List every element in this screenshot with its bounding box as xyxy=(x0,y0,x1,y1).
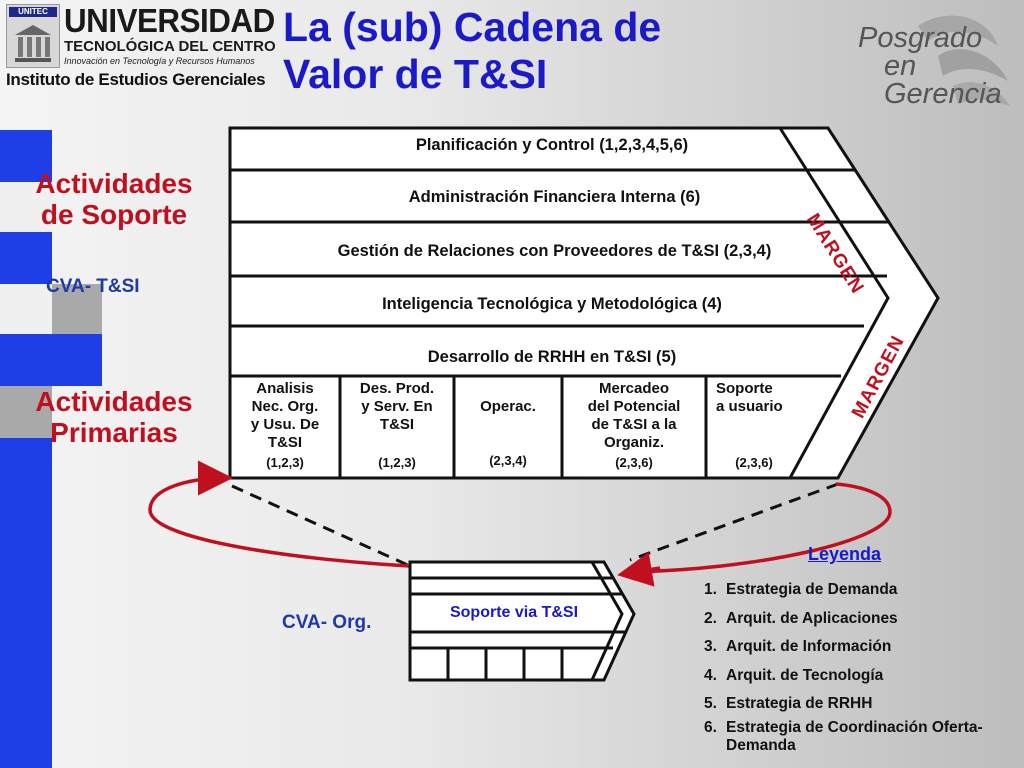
primary-activity-text: de T&SI a la xyxy=(591,416,677,433)
legend-item-text: Arquit. de Aplicaciones xyxy=(726,609,898,627)
support-label-line-2: de Soporte xyxy=(40,199,188,230)
support-via-tsi-label: Soporte via T&SI xyxy=(449,604,579,621)
legend-item-number: 5. xyxy=(704,695,717,712)
primary-activity-text: T&SI xyxy=(379,416,415,433)
margin-label-upper: MARGEN xyxy=(802,210,868,298)
red-arrow-left xyxy=(150,478,410,566)
primary-activity-5-refs: (2,3,6) xyxy=(735,455,773,470)
legend-item-number: 2. xyxy=(704,609,717,627)
primary-activity-text: Operac. xyxy=(480,398,536,415)
support-label-line-1: Actividades xyxy=(35,168,193,199)
university-tagline: Innovación en Tecnología y Recursos Humanos xyxy=(64,56,255,66)
posgrado-line-1: Posgrado xyxy=(858,22,983,54)
primary-activity-3-refs: (2,3,4) xyxy=(489,453,527,468)
legend-item-text: Estrategia de Coordinación Oferta- Demanda xyxy=(726,718,983,754)
legend-item xyxy=(704,662,996,691)
legend-item-number: 4. xyxy=(704,666,717,684)
legend-item-text: Estrategia de RRHH xyxy=(726,695,873,712)
legend-item xyxy=(704,719,996,755)
primary-activity-1-refs: (1,2,3) xyxy=(266,455,304,470)
primary-activity-2 xyxy=(340,380,454,434)
primary-activity-4 xyxy=(562,380,706,452)
primary-activity-4-refs: (2,3,6) xyxy=(615,455,653,470)
primary-activity-text: y Usu. De xyxy=(250,416,320,433)
legend-item-number: 1. xyxy=(704,581,717,598)
primary-activity-text: a usuario xyxy=(716,398,783,415)
primary-activity-text: Des. Prod. xyxy=(359,380,435,397)
posgrado-line-2: en Gerencia xyxy=(884,50,1002,110)
primary-activity-text: T&SI xyxy=(267,434,303,451)
institute-name: Instituto de Estudios Gerenciales xyxy=(6,70,266,89)
university-subtitle: TECNOLÓGICA DEL CENTRO xyxy=(64,38,276,55)
legend-item xyxy=(704,690,996,719)
legend-list xyxy=(704,576,996,755)
primary-activity-2-refs: (1,2,3) xyxy=(378,455,416,470)
legend-item-text: Arquit. de Tecnología xyxy=(726,666,884,684)
title-line-1: La (sub) Cadena de xyxy=(283,4,662,50)
support-activity-1: Planificación y Control (1,2,3,4,5,6) xyxy=(415,136,689,154)
primary-activity-text: Organiz. xyxy=(603,434,664,451)
title-line-2: Valor de T&SI xyxy=(283,51,548,97)
legend-item xyxy=(704,605,996,634)
legend-item xyxy=(704,633,996,662)
primary-label-line-1: Actividades xyxy=(35,386,193,417)
support-activity-5: Desarrollo de RRHH en T&SI (5) xyxy=(427,348,677,366)
primary-label-line-2: Primarias xyxy=(50,417,178,448)
logo-badge: UNITEC xyxy=(9,7,57,17)
primary-activity-text: Soporte xyxy=(716,380,773,397)
legend-item-number: 3. xyxy=(704,638,717,655)
margin-label-lower: MARGEN xyxy=(848,332,910,422)
dashed-connector-right xyxy=(630,484,838,560)
dashed-connector-left xyxy=(232,486,410,566)
university-name: UNIVERSIDAD xyxy=(64,2,275,39)
legend-item-number: 6. xyxy=(704,718,717,736)
primary-activity-text: del Potencial xyxy=(587,398,681,415)
support-activity-4: Inteligencia Tecnológica y Metodológica (4) xyxy=(382,295,722,313)
cva-org-label: CVA- Org. xyxy=(282,612,372,633)
legend-title: Leyenda xyxy=(808,544,882,564)
primary-activity-5 xyxy=(716,380,812,416)
primary-activity-3 xyxy=(454,398,562,416)
legend-item-text: Estrategia de Demanda xyxy=(726,581,898,598)
primary-activity-text: y Serv. En xyxy=(361,398,433,415)
primary-activity-text: Nec. Org. xyxy=(251,398,319,415)
primary-activity-text: Mercadeo xyxy=(598,380,670,397)
support-activity-3: Gestión de Relaciones con Proveedores de T&SI (2,3,4) xyxy=(337,242,772,260)
support-activity-2: Administración Financiera Interna (6) xyxy=(408,188,701,206)
cva-tsi-label: CVA- T&SI xyxy=(46,276,140,297)
primary-activity-text: Analisis xyxy=(256,380,314,397)
legend-item-text: Arquit. de Información xyxy=(726,638,892,655)
legend-item xyxy=(704,576,996,605)
primary-activity-1 xyxy=(230,380,340,452)
